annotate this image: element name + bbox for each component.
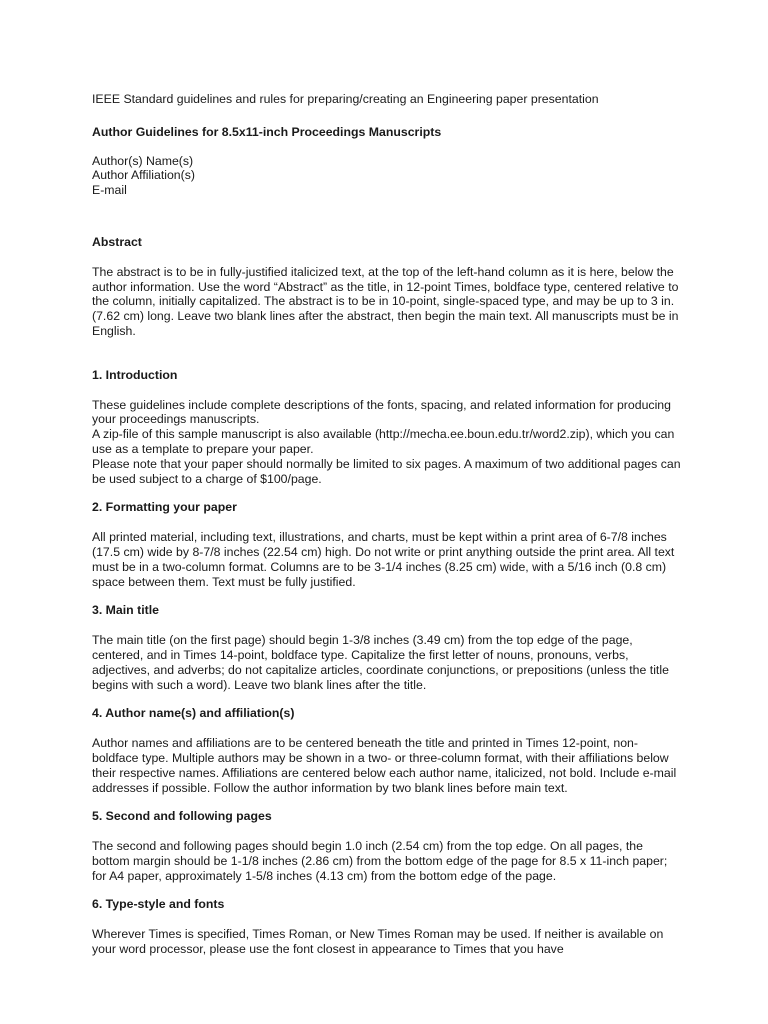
section-author-names	[92, 706, 682, 795]
section-paragraph: Wherever Times is specified, Times Roman, or New Times Roman may be used. If neither is available on your word processor, please use the font closest in appearance to Times that you have	[92, 927, 664, 957]
section-paragraph: These guidelines include complete descriptions of the fonts, spacing, and related information for producing your proceedings manuscripts.	[92, 397, 671, 427]
paper-title: Author Guidelines for 8.5x11-inch Proceedings Manuscripts	[92, 124, 442, 139]
section-paragraph: A zip-file of this sample manuscript is also available (http://mecha.ee.boun.edu.tr/word2.zip), which you can use as a template to prepare your paper.	[92, 427, 675, 456]
abstract-paragraph: The abstract is to be in fully-justified italicized text, at the top of the left-hand column as it is here, below the author information. Use the word “Abstract” as the title, in 12-point Times, boldface type, centered relative to the column, initially capitalized. The abstract is to be in 10-point, single-spaced type, and may be up to 3 in. (7.62 cm) long. Leave two blank lines after the abstract, then begin the main text. All manuscripts must be in English.	[92, 264, 679, 338]
section-heading: 3. Main title	[92, 603, 159, 618]
section-heading: 1. Introduction	[92, 367, 178, 382]
section-following-pages	[92, 809, 682, 883]
author-names: Author(s) Name(s)	[92, 153, 194, 168]
section-paragraph: The main title (on the first page) should begin 1-3/8 inches (3.49 cm) from the top edge of the page, centered, and in Times 14-point, boldface type. Capitalize the first letter of nouns, pronouns, verbs, adjectives, and adverbs; do not capitalize articles, coordinate conjunctions, or prepositions (unless the title begins with such a word). Leave two blank lines after the title.	[92, 633, 669, 692]
section-formatting	[92, 500, 682, 589]
document-page	[92, 92, 682, 971]
author-email: E-mail	[92, 183, 127, 198]
section-main-title	[92, 603, 682, 692]
section-type-style	[92, 897, 682, 956]
section-heading: 4. Author name(s) and affiliation(s)	[92, 706, 295, 721]
abstract-section	[92, 235, 682, 339]
section-heading: 2. Formatting your paper	[92, 500, 237, 515]
section-heading: 6. Type-style and fonts	[92, 897, 225, 912]
section-paragraph: Please note that your paper should normally be limited to six pages. A maximum of two additional pages can be used subject to a charge of $100/page.	[92, 456, 681, 486]
document-heading: IEEE Standard guidelines and rules for preparing/creating an Engineering paper presentation	[92, 92, 599, 106]
section-heading: 5. Second and following pages	[92, 809, 272, 824]
author-affiliation: Author Affiliation(s)	[92, 168, 195, 183]
section-paragraph: All printed material, including text, illustrations, and charts, must be kept within a print area of 6-7/8 inches (17.5 cm) wide by 8-7/8 inches (22.54 cm) high. Do not write or print anything outside the print area. All text must be in a two-column format. Columns are to be 3-1/4 inches (8.25 cm) wide, with a 5/16 inch (0.8 cm) space between them. Text must be fully justified.	[92, 530, 675, 589]
author-block	[92, 154, 682, 198]
section-paragraph: The second and following pages should begin 1.0 inch (2.54 cm) from the top edge. On all pages, the bottom margin should be 1-1/8 inches (2.86 cm) from the bottom edge of the page for 8.5 x 11-inch paper; for A4 paper, approximately 1-5/8 inches (4.13 cm) from the bottom edge of the page.	[92, 839, 668, 883]
section-introduction	[92, 368, 682, 487]
section-paragraph: Author names and affiliations are to be centered beneath the title and printed in Times 12-point, non-boldface type. Multiple authors may be shown in a two- or three-column format, with their affiliations below their respective names. Affiliations are centered below each author name, italicized, not bold. Include e-mail addresses if possible. Follow the author information by two blank lines before main text.	[92, 736, 677, 795]
abstract-heading: Abstract	[92, 234, 142, 249]
